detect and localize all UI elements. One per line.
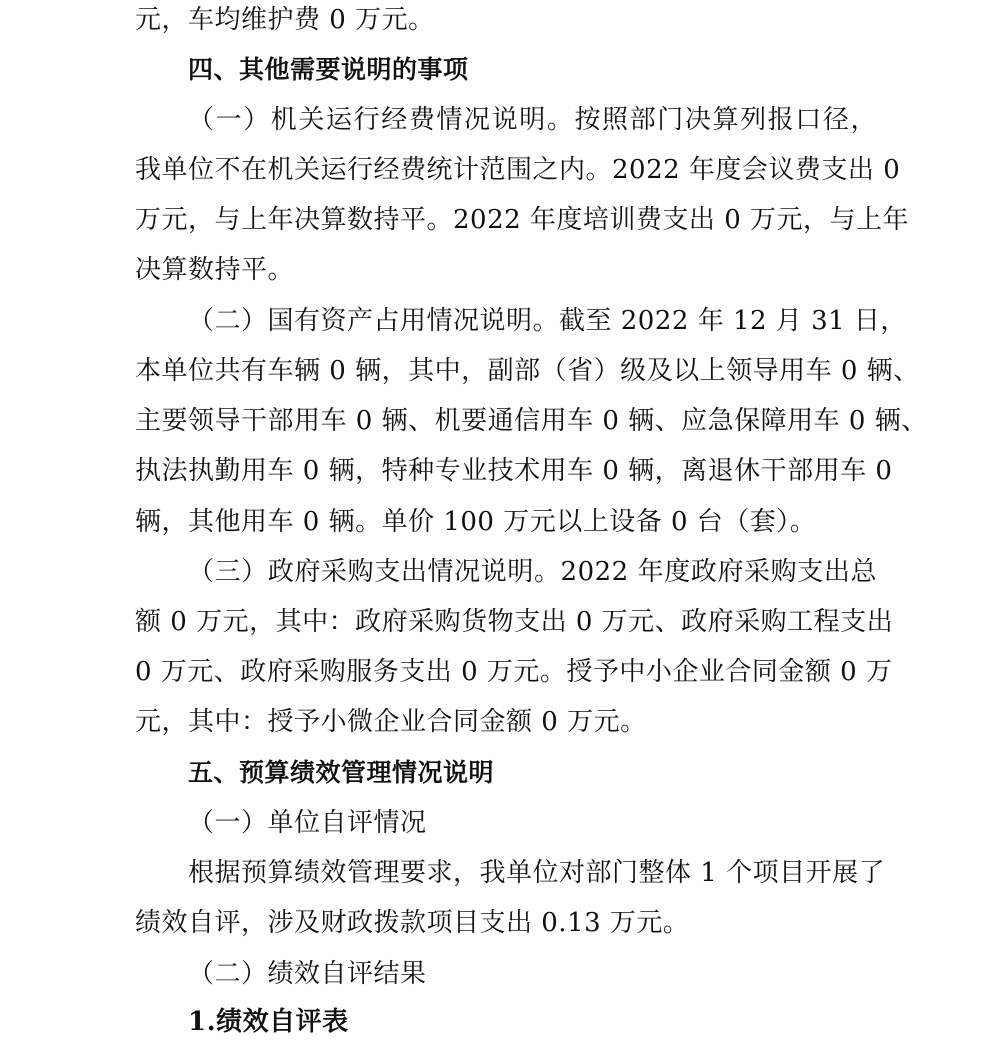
paragraph-line: （三）政府采购支出情况说明。2022 年度政府采购支出总 [188, 557, 877, 587]
paragraph-line: 绩效自评，涉及财政拨款项目支出 0.13 万元。 [135, 908, 690, 938]
paragraph-line: 本单位共有车辆 0 辆，其中，副部（省）级及以上领导用车 0 辆、 [135, 356, 920, 386]
paragraph-line: 元，车均维护费 0 万元。 [135, 5, 435, 35]
section-heading: 四、其他需要说明的事项 [188, 55, 469, 84]
subsection-heading: （一）单位自评情况 [188, 808, 427, 838]
paragraph-line: 主要领导干部用车 0 辆、机要通信用车 0 辆、应急保障用车 0 辆、 [135, 406, 928, 436]
paragraph-line: （一）机关运行经费情况说明。按照部门决算列报口径， [188, 105, 877, 135]
paragraph-line: 我单位不在机关运行经费统计范围之内。2022 年度会议费支出 0 [135, 155, 901, 185]
paragraph-line: （二）国有资产占用情况说明。截至 2022 年 12 月 31 日， [188, 306, 907, 336]
section-heading: 五、预算绩效管理情况说明 [188, 758, 495, 787]
paragraph-line: 万元，与上年决算数持平。2022 年度培训费支出 0 万元，与上年 [135, 205, 910, 235]
table-heading: 1.绩效自评表 [188, 1007, 349, 1037]
paragraph-line: 根据预算绩效管理要求，我单位对部门整体 1 个项目开展了 [188, 858, 886, 888]
paragraph-line: 辆，其他用车 0 辆。单价 100 万元以上设备 0 台（套）。 [135, 507, 817, 537]
paragraph-line: 决算数持平。 [135, 255, 295, 285]
paragraph-line: 执法执勤用车 0 辆，特种专业技术用车 0 辆，离退休干部用车 0 [135, 456, 893, 486]
subsection-heading: （二）绩效自评结果 [188, 959, 427, 989]
paragraph-line: 额 0 万元，其中：政府采购货物支出 0 万元、政府采购工程支出 [135, 607, 894, 637]
paragraph-line: 元，其中：授予小微企业合同金额 0 万元。 [135, 707, 647, 737]
paragraph-line: 0 万元、政府采购服务支出 0 万元。授予中小企业合同金额 0 万 [135, 657, 893, 687]
